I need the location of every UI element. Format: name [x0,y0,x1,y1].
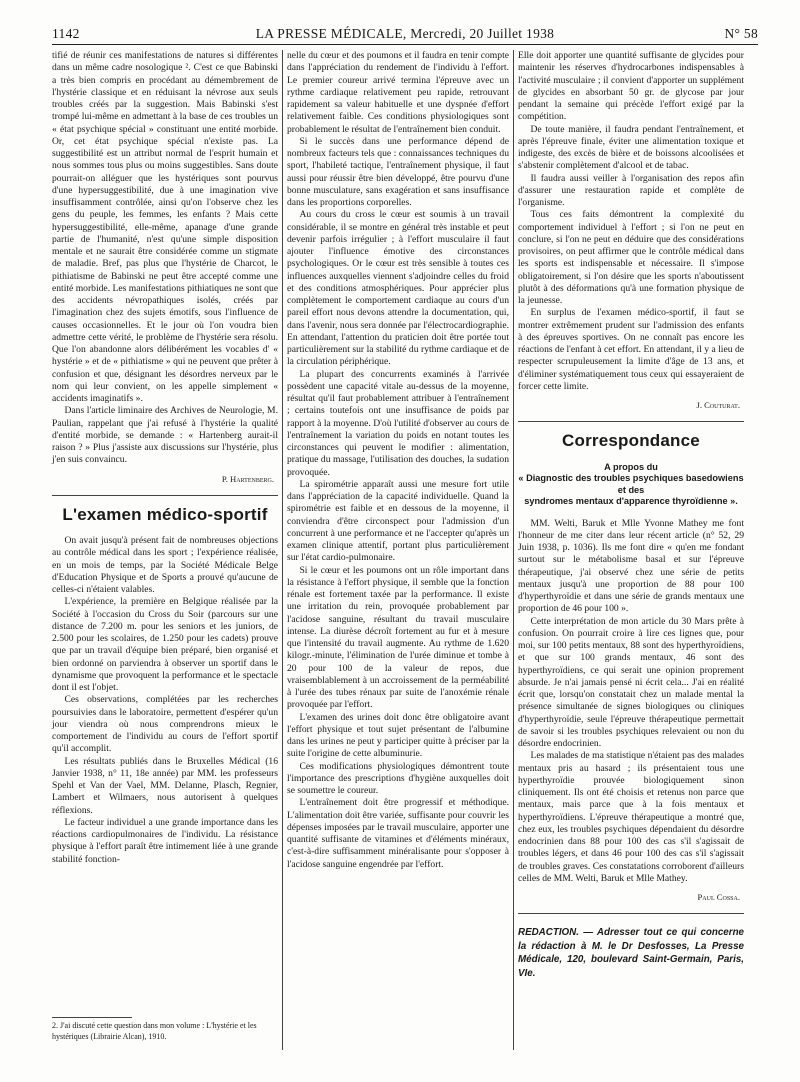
paragraph: Les résultats publiés dans le Bruxelles Médical (16 Janvier 1938, n° 11, 18e année) par MM. les professeurs Spehl et Van der Vael, MM. Delanne, Plasch, Regnier, Lambert et Wilmaers, nous autorisent à quelques réflexions. [52,755,278,816]
article-separator [518,913,744,914]
paragraph: Tous ces faits démontrent la complexité du comportement individuel à l'effort ; si l'on ne peut en conclure, si l'on ne peut en déduire que des considérations provisoires, on peut affirmer que le contrôle médical dans les sports est indispensable et nécessaire. Il s'impose obligatoirement, si l'on désire que les sports n'aboutissent plutôt à des déformations qu'à une formation physique de la jeunesse. [518,209,744,306]
redaction-notice: REDACTION. — Adresser tout ce qui concerne la rédaction à M. le Dr Desfosses, La Presse Médicale, 120, boulevard Saint-Germain, Paris, VIe. [518,927,744,979]
paragraph: De toute manière, il faudra pendant l'entraînement, et après l'épreuve finale, éviter une alimentation toxique et indigeste, des excès de bière et de boissons alcoolisées et s'abstenir complètement d'alcool et de tabac. [518,123,744,172]
article-separator [518,421,744,422]
section-title: Correspondance [562,431,700,451]
paragraph: L'expérience, la première en Belgique réalisée par la Société à l'occasion du Cross du Soir (parcours sur une distance de 7.200 m. pour les seniors et les juniors, de 2.500 pour les scolaires, de 1.250 pour les cadets) prouve que par un travail d'équipe bien préparé, bien organisé et bien ordonné on parviendra à observer un sportif dans le dynamisme que provoquent la performance et le spectacle dont il est l'objet. [52,596,278,693]
footnote-rule [52,1017,132,1018]
paragraph: nelle du cœur et des poumons et il faudra en tenir compte dans l'appréciation du rendement de l'individu à l'effort. Le premier coureur arrivé termina l'épreuve avec un rythme cardiaque relativement peu rapide, retrouvant rapidement sa valeur habituelle et une dyspnée d'effort relativement faible. Ces conditions physiologiques sont probablement le résultat de l'entraînement bien conduit. [287,50,509,135]
page-number: 1142 [52,26,80,41]
issue-number: N° 58 [724,26,758,41]
paragraph: Elle doit apporter une quantité suffisante de glycides pour maintenir les réserves d'hydrocarbones indispensables à l'activité musculaire ; il convient d'apporter un supplément de glycides en absorbant 50 gr. de glycose par jour pendant la semaine qui précède l'effort exigé par la compétition. [518,50,744,123]
letter-intro: MM. Welti, Baruk et Mlle Yvonne Mathey me font l'honneur de me citer dans leur récent article (n° 52, 29 Juin 1938, p. 1036). Ils me font dire « qu'en me fondant surtout sur le métabolisme basal et sur l'épreuve thérapeutique, j'ai observé chez une série de petits mentaux jusqu'à une proportion de 88 pour 100 d'hyperthyroïdie et dans une série de grands mentaux une proportion de 46 pour 100 ». [518,517,744,615]
paragraph: Au cours du cross le cœur est soumis à un travail considérable, il se montre en général très instable et peut devenir parfois irrégulier ; à l'effort musculaire il faut ajouter l'influence émotive des circonstances psychologiques. Or le cœur est très sensible à toutes ces influences auxquelles viennent s'adjoindre celles du froid et des conditions atmosphériques. Pour apprécier plus complètement le comportement cardiaque au cours d'un pareil effort nous devons attendre la documentation, qui, dans l'avenir, nous sera donnée par l'électrocardiographie. En attendant, l'attention du praticien doit être portée tout particulièrement sur la stabilité du rythme cardiaque et de la circulation périphérique. [287,209,509,368]
paragraph: Les malades de ma statistique n'étaient pas des malades mentaux pris au hasard ; ils présentaient tous une hyperthyroïdie prouvée biologiquement sinon cliniquement. Ils ont été choisis et retenus non parce que mentaux, mais parce que à la fois mentaux et hyperthyroïdiens. L'épreuve thérapeutique a montré que, chez eux, les troubles psychiques dépendaient du désordre endocrinien dans 88 pour 100 des cas s'il s'agissait de troubles légers, et dans 46 pour 100 des cas s'il s'agissait de troubles graves. Ces constatations corroborent d'ailleurs celles de MM. Welti, Baruk et Mlle Mathey. [518,750,744,884]
paragraph: En surplus de l'examen médico-sportif, il faut se montrer extrêmement prudent sur l'admission des enfants à des épreuves sportives. On ne connaît pas encore les réactions de l'enfant à cet effort. En attendant, il y a lieu de respecter scrupuleusement la limite d'âge de 13 ans, et d'éliminer systématiquement tous ceux qui essayeraient de forcer cette limite. [518,307,744,392]
author-signature: J. Couturat. [696,400,740,410]
column-3 [518,50,744,980]
column-2 [287,50,509,871]
article-separator [52,495,278,496]
paragraph: La plupart des concurrents examinés à l'arrivée possèdent une capacité vitale au-dessus de la moyenne, résultat qu'il faut probablement attribuer à l'entraînement ; certains toutefois ont une insuffisance de poids par rapport à la moyenne. D'où l'utilité d'observer au cours de l'entraînement la variation du poids en notant toutes les circonstances qui peuvent le modifier : alimentation, pratique du massage, l'utilisation des douches, la sudation provoquée. [287,368,509,478]
paragraph: tifié de réunir ces manifestations de natures si différentes dans un même cadre nosologique ². C'est ce que Babinski a très bien compris en procédant au démembrement de l'hystérie classique et en réduisant la névrose aux seuls troubles créés par la suggestion. Mais Babinski s'est trompé lui-même en admettant à la base de ces troubles un « état psychique spécial » constituant une entité morbide. Or, cet état psychique spécial n'existe pas. La suggestibilité est un attribut normal de l'esprit humain et nous sommes tous plus ou moins suggestibles. Sans doute pourrait-on alléguer que les hystériques sont pourvus d'une hypersuggestibilité, due à une imagination vive insuffisamment contrôlée, ainsi qu'on l'observe chez les gens du peuple, les femmes, les enfants ? Mais cette hypersuggestibilité, elle-même, apanage d'une grande partie de l'humanité, n'est qu'une simple disposition mentale et ne saurait être considérée comme un stigmate de maladie. Bref, pas plus que l'hystérie de Charcot, le pithiatisme de Babinski ne peut être accepté comme une entité morbide. Les manifestations pithiatiques ne sont que des accidents névropathiques isolés, créés par l'imagination chez des sujets émotifs, sous l'influence de causes occasionnelles. Et le jour où l'on voudra bien admettre cette vérité, le problème de l'hystérie sera résolu. Que l'on abandonne alors délibérément les vocables d' « hystérie » et de « pithiatisme » qui ne peuvent que prêter à confusion et que, désignant les désordres nerveux par le nom qui leur convient, on les appelle simplement « accidents imaginatifs ». [52,50,278,404]
subject-line: A propos du [604,461,658,472]
paragraph: Le facteur individuel a une grande importance dans les réactions cardiopulmonaires de l'individu. La résistance physique à l'effort paraît être intimement liée à une grande stabilité fonction- [52,816,278,865]
column-1 [52,50,278,866]
paragraph: L'examen des urines doit donc être obligatoire avant l'effort physique et tout sujet présentant de l'albumine dans les urines ne peut y participer quitte à préciser par la suite l'origine de cette albuminurie. [287,711,509,760]
footnote-text: 2. J'ai discuté cette question dans mon volume : L'hystérie et les hystériques (Librairie Alcan), 1910. [52,1021,257,1041]
section-title: L'examen médico-sportif [62,504,268,524]
paragraph: Si le cœur et les poumons ont un rôle important dans la résistance à l'effort physique, il semble que la fonction rénale est fortement taxée par la performance. Il existe une irritation du rein, provoquée probablement par l'acidose sanguine, résultant du travail musculaire intense. La diurèse décroît fortement au fur et à mesure que l'intensité du travail augmente. Au rythme de 1.620 kilogr.-minute, l'élimination de l'urée diminue et tombe à 20 pour 100 de la valeur de repos, due vraisemblablement à un accroissement de la perméabilité à l'urée des tubes rénaux par suite de l'anoxémie rénale provoquée par l'effort. [287,564,509,711]
author-signature: P. Hartenberg. [221,473,274,484]
paragraph: L'entraînement doit être progressif et méthodique. L'alimentation doit être variée, suffisante pour couvrir les dépenses imposées par le travail musculaire, apporter une quantité suffisante de vitamines et d'éléments minéraux, c'est-à-dire suffisamment minéralisante pour s'opposer à l'acidose sanguine engendrée par l'effort. [287,797,509,870]
footnote [52,1017,278,1042]
paragraph: Si le succès dans une performance dépend de nombreux facteurs tels que : connaissances techniques du sport, l'habileté tactique, l'entraînement physique, il faut aussi pour réussir être bien développé, être pourvu d'une bonne musculature, sans exagération et sans insuffisance dans les proportions corporelles. [287,135,509,208]
paragraph: Ces modifications physiologiques démontrent toute l'importance des prescriptions d'hygiène auxquelles doit se soumettre le coureur. [287,760,509,796]
paragraph: Cette interprétation de mon article du 30 Mars prête à confusion. On pourrait croire à lire ces lignes que, pour moi, sur 100 petits mentaux, 88 sont des hyperthyroïdiens, et que sur 100 grands mentaux, 46 sont des hyperthyroïdiens, ce qui serait une opinion proprement absurde. Je n'ai jamais pensé ni écrit cela... J'ai en réalité écrit que, lorsqu'on constatait chez un malade mental la présence simultanée de signes biologiques ou cliniques d'hyperthyroïdie, seule l'épreuve thérapeutique permettait de savoir si les troubles psychiques relevaient ou non du désordre endocrinien. [518,615,744,749]
paragraph: La spirométrie apparaît aussi une mesure fort utile dans l'appréciation de la capacité individuelle. Quand la spirométrie est faible et en dessous de la moyenne, il conviendra d'être circonspect pour l'admission d'un concurrent à une performance et ne l'accepter qu'après un examen clinique attentif, portant plus particulièrement sur l'état cardio-pulmonaire. [287,478,509,564]
paragraph: On avait jusqu'à présent fait de nombreuses objections au contrôle médical dans les sport ; l'expérience réalisée, en un mois de temps, par la Société Médicale Belge d'Education Physique et de Sports a prouvé qu'aucune de celles-ci n'étaient valables. [52,535,278,595]
subject-line: syndromes mentaux d'apparence thyroïdienne ». [524,496,738,506]
author-signature: Paul Cossa. [697,892,740,902]
paragraph: Il faudra aussi veiller à l'organisation des repos afin d'assurer une restauration rapide et complète de l'organisme. [518,172,744,208]
subject-line: « Diagnostic des troubles psychiques basedowiens et des [518,473,744,495]
paragraph: Ces observations, complétées par les recherches poursuivies dans le laboratoire, permettent d'espérer qu'un jour viendra où nous comprendrons mieux le comportement de l'individu au cours de l'effort sportif qu'il accomplit. [52,694,278,755]
paragraph: Dans l'article liminaire des Archives de Neurologie, M. Paulian, rappelant que j'ai refusé à l'hystérie la qualité d'entité morbide, se demande : « Hartenberg aurait-il raison ? » Plus j'assiste aux discussions sur l'hystérie, plus j'en suis convaincu. [52,405,278,466]
journal-title: LA PRESSE MÉDICALE, Mercredi, 20 Juillet 1938 [255,26,555,41]
column-divider-2 [513,50,514,1050]
column-divider-1 [282,50,283,1050]
running-header [52,26,758,42]
header-rule [52,44,758,45]
correspondence-subject [518,462,744,508]
